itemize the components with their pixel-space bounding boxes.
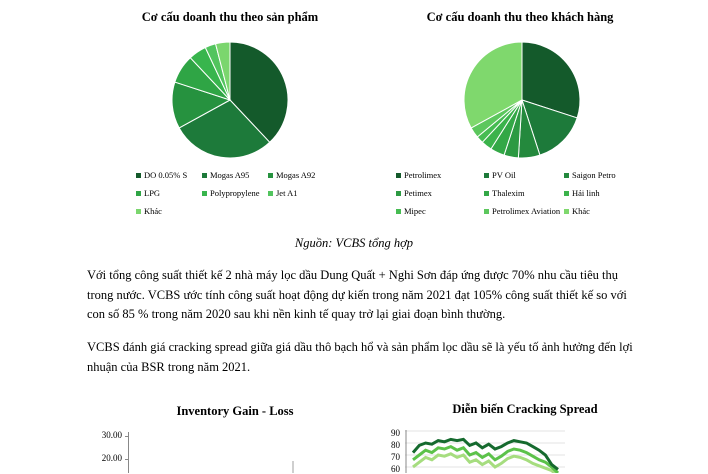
legend-swatch bbox=[202, 191, 207, 196]
legend-label: Polypropylene bbox=[210, 188, 260, 198]
paragraph-line: trong nước. VCBS ước tính công suất hoạt động dự kiến trong năm 2021 đạt 105% công suất thiết kế so với bbox=[87, 287, 627, 302]
chart-title-inventory: Inventory Gain - Loss bbox=[176, 404, 294, 418]
chart-title-product: Cơ cấu doanh thu theo sản phẩm bbox=[141, 10, 319, 24]
line-series bbox=[413, 447, 558, 473]
legend-label: Khác bbox=[572, 206, 590, 216]
chart-title-customer: Cơ cấu doanh thu theo khách hàng bbox=[426, 10, 614, 24]
line-chart-cracking bbox=[405, 430, 565, 473]
legend-swatch bbox=[484, 209, 489, 214]
legend-swatch bbox=[136, 173, 141, 178]
paragraph-cracking bbox=[87, 338, 687, 377]
legend-swatch bbox=[564, 173, 569, 178]
chart-title-cracking: Diễn biến Cracking Spread bbox=[452, 402, 598, 416]
tick-mark bbox=[125, 459, 128, 460]
legend-product bbox=[136, 170, 356, 220]
legend-label: Petimex bbox=[404, 188, 432, 198]
legend-label: Mogas A95 bbox=[210, 170, 250, 180]
legend-swatch bbox=[396, 209, 401, 214]
legend-item bbox=[484, 170, 516, 180]
legend-item bbox=[484, 206, 560, 216]
source-note: Nguồn: VCBS tổng hợp bbox=[294, 236, 414, 250]
legend-swatch bbox=[564, 191, 569, 196]
paragraph-line: Với tổng công suất thiết kế 2 nhà máy lọc dầu Dung Quất + Nghi Sơn đáp ứng được 70% nhu cầu tiêu thụ bbox=[87, 268, 618, 282]
legend-swatch bbox=[396, 191, 401, 196]
legend-label: Jet A1 bbox=[276, 188, 298, 198]
paragraph-capacity bbox=[87, 266, 687, 325]
legend-item bbox=[564, 206, 590, 216]
legend-swatch bbox=[564, 209, 569, 214]
legend-label: Saigon Petro bbox=[572, 170, 616, 180]
legend-item bbox=[268, 170, 315, 180]
legend-swatch bbox=[396, 173, 401, 178]
tick-mark bbox=[125, 436, 128, 437]
legend-swatch bbox=[202, 173, 207, 178]
legend-label: LPG bbox=[144, 188, 161, 198]
y-axis-inventory bbox=[128, 432, 129, 473]
paragraph-line: VCBS đánh giá cracking spread giữa giá dầu thô bạch hổ và sản phẩm lọc dầu sẽ là yếu tố ảnh hưởng đến lợi bbox=[87, 340, 633, 354]
legend-item bbox=[564, 188, 600, 198]
pie-chart-product bbox=[170, 40, 290, 160]
legend-item bbox=[564, 170, 616, 180]
legend-swatch bbox=[484, 191, 489, 196]
paragraph-line: con số 85 % trong năm 2020 sau khi nền kinh tế quay trở lại giai đoạn bình thường. bbox=[87, 307, 506, 321]
y-tick-label: 80 bbox=[391, 440, 400, 450]
legend-item bbox=[202, 170, 249, 180]
legend-label: Petrolimex bbox=[404, 170, 442, 180]
paragraph-line: nhuận của BSR trong năm 2021. bbox=[87, 359, 251, 374]
legend-swatch bbox=[136, 209, 141, 214]
legend-customer bbox=[396, 170, 656, 220]
y-tick-label: 30.00 bbox=[101, 430, 122, 440]
legend-label: Hải linh bbox=[572, 188, 600, 198]
legend-item bbox=[268, 188, 298, 198]
legend-label: Thalexim bbox=[492, 188, 525, 198]
legend-swatch bbox=[136, 191, 141, 196]
legend-item bbox=[396, 170, 441, 180]
legend-item bbox=[484, 188, 525, 198]
legend-item bbox=[136, 170, 187, 180]
legend-swatch bbox=[484, 173, 489, 178]
legend-item bbox=[136, 188, 160, 198]
legend-item bbox=[396, 206, 426, 216]
legend-label: Khác bbox=[144, 206, 162, 216]
y-tick-label: 60 bbox=[391, 464, 400, 474]
legend-swatch bbox=[268, 173, 273, 178]
legend-label: Petrolimex Aviation bbox=[492, 206, 561, 216]
legend-item bbox=[202, 188, 260, 198]
legend-label: PV Oil bbox=[492, 170, 516, 180]
legend-item bbox=[136, 206, 162, 216]
pie-chart-customer bbox=[462, 40, 582, 160]
y-tick-label: 20.00 bbox=[101, 453, 122, 463]
legend-item bbox=[396, 188, 432, 198]
y-tick-label: 70 bbox=[391, 452, 400, 462]
legend-swatch bbox=[268, 191, 273, 196]
y-tick-label: 90 bbox=[391, 428, 400, 438]
legend-label: DO 0.05% S bbox=[144, 170, 188, 180]
legend-label: Mipec bbox=[404, 206, 426, 216]
bar-stub bbox=[292, 461, 294, 473]
legend-label: Mogas A92 bbox=[276, 170, 316, 180]
